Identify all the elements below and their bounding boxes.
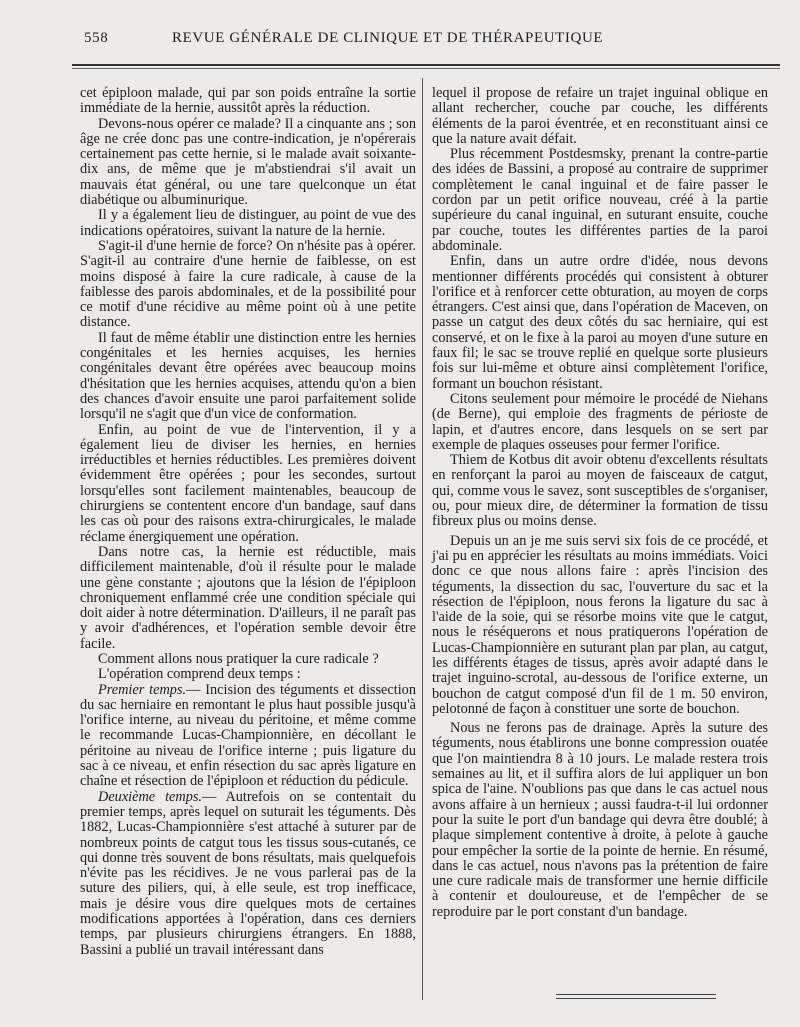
right-column — [432, 86, 768, 920]
end-rule — [556, 998, 716, 999]
paragraph: cet épiploon malade, qui par son poids entraîne la sortie immédiate de la hernie, aussitôt après la réduction. — [80, 85, 416, 117]
paragraph: L'opération comprend deux temps : — [98, 666, 301, 683]
paragraph: Dans notre cas, la hernie est réductible, mais difficilement maintenable, d'où il résulte pour le malade une gène constante ; ajoutons que la lésion de l'épiploon chroniquement enflammé crée une condition spéciale qui doit aider à notre détermination. D'ailleurs, il ne paraît pas y avoir d'adhérences, et l'opération semble devoir être facile. — [80, 543, 416, 652]
paragraph: Nous ne ferons pas de drainage. Après la suture des téguments, nous établirons une bonne compression ouatée que l'on maintiendra 8 à 10 jours. Le malade restera trois semaines au lit, et il suffira alors de lui appliquer un bon spica de l'aine. N'oublions pas que dans le cas actuel nous avons affaire à un hernieux ; aussi faudra-t-il lui ordonner pour la suite le port d'un bandage qui devra être doublé; à plaque simplement contentive à droite, à pelote à gauche pour empêcher la sortie de la pointe de hernie. En résumé, dans le cas actuel, nous n'avons pas la prétention de faire une cure radicale mais de transformer une hernie difficile à contenir et douloureuse, et de l'empêcher de se reproduire par le port constant d'un bandage. — [432, 720, 768, 920]
page-number: 558 — [84, 30, 109, 46]
paragraph: Plus récemment Postdesmsky, prenant la contre-partie des idées de Bassini, a proposé au contraire de supprimer complètement le canal inguinal et de faire passer le cordon par un petit orifice nouveau, créé à la partie supérieure du canal inguinal, en suturant ensuite, couche par couche, toutes les différentes parties de la paroi abdominale. — [432, 146, 768, 254]
header-rule — [72, 64, 780, 66]
left-column — [80, 86, 416, 958]
paragraph: Premier temps.— Incision des téguments et dissection du sac herniaire en remontant le plus haut possible jusqu'à l'orifice interne, au niveau du péritoine, et même comme le recommande Lucas-Championnière, en décollant le péritoine au niveau de l'orifice interne ; puis ligature du sac à ce niveau, et enfin résection du sac après ligature en chaîne et résection de l'épiploon et réduction du pédicule. — [80, 681, 416, 790]
running-title: REVUE GÉNÉRALE DE CLINIQUE ET DE THÉRAPEUTIQUE — [172, 30, 604, 46]
paragraph: Enfin, au point de vue de l'intervention, il y a également lieu de diviser les hernies, en hernies irréductibles et hernies réductibles. Les premières doivent évidemment être opérées ; pour les secondes, surtout lorsqu'elles sont facilement maintenables, beaucoup de chirurgiens se contentent encore d'un bandage, sauf dans les cas où pour des raisons extra-chirurgicales, le malade réclame énergiquement une opération. — [80, 421, 416, 545]
paragraph: Deuxième temps.— Autrefois on se contentait du premier temps, après lequel on suturait les téguments. Dès 1882, Lucas-Championnière s'est attaché à suturer par de nombreux points de catgut tous les tissus sous-cutanés, ce qui donne très souvent de bons résultats, mais quelquefois n'évite pas les récidives. Je ne vous parlerai pas de la suture des piliers, qui, à elle seule, est trop inefficace, mais je désire vous dire quelques mots de certaines modifications apportées à l'opération, dans ces derniers temps, par plusieurs chirurgiens étrangers. En 1888, Bassini a publié un travail intéressant dans — [80, 788, 416, 958]
header-rule-thin — [72, 68, 780, 69]
paragraph: Comment allons nous pratiquer la cure radicale ? — [98, 650, 379, 667]
section-label: Deuxième temps. — [98, 788, 203, 805]
section-label: Premier temps. — [98, 681, 187, 698]
paragraph: Il y a également lieu de distinguer, au point de vue des indications opératoires, suivant la nature de la hernie. — [80, 207, 416, 239]
paragraph: Depuis un an je me suis servi six fois de ce procédé, et j'ai pu en apprécier les résultats au moins immédiats. Voici donc ce que nous allons faire : après l'incision des téguments, la dissection du sac, l'ouverture du sac et la résection de l'épiploon, nous ferons la ligature du sac à l'aide de la soie, qui se résorbe moins vite que le catgut, nous le réséquerons et nous pratiquerons l'opération de Lucas-Championnière en suturant plan par plan, au catgut, les différents étages de tissus, après avoir adapté dans le trajet inguino-scrotal, au-dessous de l'orifice externe, un bouchon de catgut composé d'un fil de 1 m. 50 environ, pelotonné de façon à constituer une sorte de bouchon. — [432, 532, 768, 717]
end-rule — [556, 994, 716, 995]
paragraph: Citons seulement pour mémoire le procédé de Niehans (de Berne), qui emploie des fragments de périoste de lapin, et d'autres encore, dans lesquels on se sert par exemple de plaques osseuses pour fermer l'orifice. — [432, 390, 768, 453]
paragraph: Devons-nous opérer ce malade? Il a cinquante ans ; son âge ne crée donc pas une contre-indication, je n'opérerais certainement pas cette hernie, si le malade avait soixante-dix ans, de même que je m'abstiendrai s'il avait un mauvais état général, ou une tare quelconque un état diabétique ou albuminurique. — [80, 115, 416, 209]
paragraph: Thiem de Kotbus dit avoir obtenu d'excellents résultats en renforçant la paroi au moyen de faisceaux de catgut, qui, comme vous le savez, sont susceptibles de s'organiser, ou, pour mieux dire, de déterminer la formation de tissu fibreux plus ou moins dense. — [432, 452, 768, 530]
paragraph: lequel il propose de refaire un trajet inguinal oblique en allant rechercher, couche par couche, les différents éléments de la paroi éventrée, et en reconstituant ainsi ce que la nature avait défait. — [432, 85, 768, 147]
paragraph: Enfin, dans un autre ordre d'idée, nous devons mentionner différents procédés qui consistent à obturer l'orifice et à renforcer cette obturation, au moyen de corps étrangers. C'est ainsi que, dans l'opération de Maceven, on passe un catgut des deux côtés du sac herniaire, qui est conservé, et on le fixe à la paroi au moyen d'une suture en faux fil; le sac se trouve replié en quelque sorte plusieurs fois sur lui-même et obture ainsi complètement l'orifice, formant un bouchon résistant. — [432, 253, 768, 392]
paragraph: S'agit-il d'une hernie de force? On n'hésite pas à opérer. S'agit-il au contraire d'une hernie de faiblesse, on est moins disposé à faire la cure radicale, à cause de la faiblesse des parois abdominales, et de la possibilité pour ce motif d'une récidive au même point où à une petite distance. — [80, 237, 416, 331]
paragraph: Il faut de même établir une distinction entre les hernies congénitales et les hernies acquises, les hernies congénitales devant être opérées avec beaucoup moins d'hésitation que les hernies acquises, attendu qu'on a bien des chances d'avoir ensuite une paroi parfaitement solide lorsqu'il ne s'agit que d'un vice de conformation. — [80, 329, 416, 423]
column-divider — [422, 78, 423, 1000]
